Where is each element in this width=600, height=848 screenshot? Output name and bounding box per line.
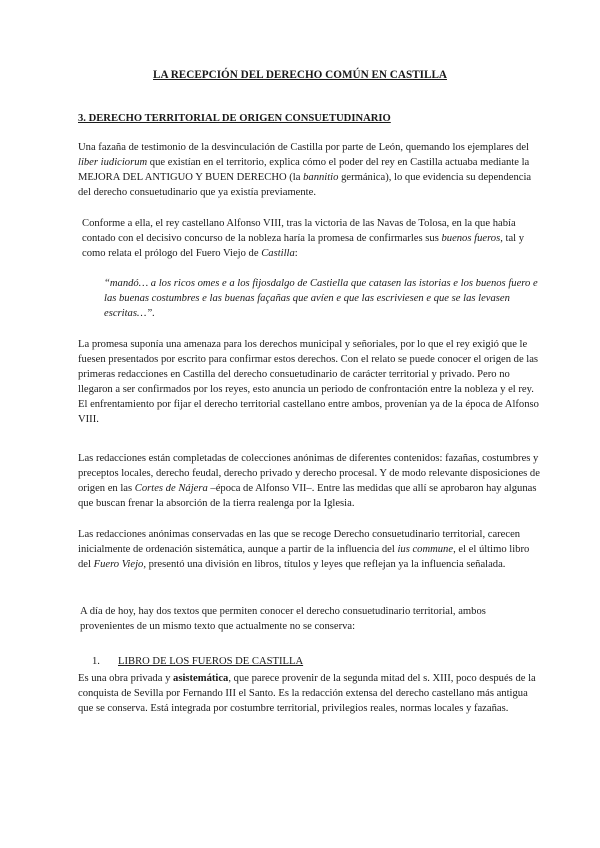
- p1-italic-liber: liber iudiciorum: [78, 157, 148, 168]
- paragraph-7: [78, 671, 540, 716]
- p4-text-c: –época de Alfonso VII–. Entre las medidas que allí se aprobaron hay algunas que buscan frenar la absorción de la tierra realenga por la Iglesia.: [78, 483, 537, 509]
- list-heading-label: LIBRO DE LOS FUEROS DE CASTILLA: [118, 656, 304, 667]
- p5-text-c: , el el último libro del: [78, 544, 530, 570]
- p7-bold-asistematica: asistemática: [173, 673, 229, 684]
- paragraph-4: [78, 451, 540, 511]
- list-number: 1.: [92, 656, 100, 667]
- paragraph-5: [78, 527, 540, 572]
- p1-text-a: Una fazaña de testimonio de la desvinculación de Castilla por parte de León, quemando los ejemplares del: [78, 142, 529, 153]
- p2-text-c: , tal y como relata el prólogo del Fuero Viejo de: [82, 233, 525, 259]
- p5-italic-fuero-viejo: Fuero Viejo: [93, 559, 144, 570]
- p4-italic-cortes: Cortes de Nájera: [134, 483, 208, 494]
- p4-text-a: Las redacciones están completadas de colecciones anónimas de diferentes contenidos: fazañas, costumbres y preceptos locales, derecho feudal, derecho privado y derecho procesal. Y de modo relevante disposiciones de origen en las: [78, 453, 540, 494]
- list-heading: [92, 654, 303, 669]
- p1-text-e: germánica), lo que evidencia su dependencia del derecho consuetudinario que ya existía previamente.: [78, 172, 532, 198]
- paragraph-1: [78, 140, 540, 200]
- p2-italic-castilla: Castilla: [261, 248, 295, 259]
- p1-italic-bannitio: bannitio: [303, 172, 339, 183]
- paragraph-3: La promesa suponía una amenaza para los derechos municipal y señoriales, por lo que el rey exigió que le fuesen presentados por escrito para confirmar estos derechos. Con el relato se puede conocer el origen de las primeras redacciones en Castilla del derecho consuetudinario de carácter territorial y privado. Pero no llegaron a ser confirmados por los reyes, esto anuncia un periodo de confrontación entre la nobleza y el rey. El enfrentamiento por fijar el derecho territorial castellano entre ambos, provenían ya de la época de Alfonso VIII.: [78, 339, 539, 425]
- p1-text-c: que existían en el territorio, explica cómo el poder del rey en Castilla actuaba mediante la MEJORA DEL ANTIGUO Y BUEN DERECHO (la: [78, 157, 530, 183]
- p2-text-a: Conforme a ella, el rey castellano Alfonso VIII, tras la victoria de las Navas de Tolosa, en la que había contado con el decisivo concurso de la nobleza haría la promesa de confirmarles sus: [82, 218, 516, 244]
- p5-italic-ius-commune: ius commune: [397, 544, 454, 555]
- document-title: LA RECEPCIÓN DEL DERECHO COMÚN EN CASTILLA: [152, 69, 448, 81]
- block-quote: “mandó… a los ricos omes e a los fijosdalgo de Castiella que catasen las istorias e los buenos fuero e las buenas costumbres e las buenas façañas que avíen e que las escriviesen e que se las levasen escritas…”.: [104, 278, 538, 319]
- section-heading: 3. DERECHO TERRITORIAL DE ORIGEN CONSUETUDINARIO: [78, 113, 391, 124]
- p5-text-a: Las redacciones anónimas conservadas en las que se recoge Derecho consuetudinario territorial, carecen inicialmente de ordenación sistemática, aunque a partir de la influencia del: [78, 529, 521, 555]
- p2-text-e: :: [294, 248, 298, 259]
- paragraph-2: [82, 216, 542, 261]
- paragraph-6: A día de hoy, hay dos textos que permiten conocer el derecho consuetudinario territorial, ambos provenientes de un mismo texto que actualmente no se conserva:: [80, 606, 486, 632]
- p7-text-a: Es una obra privada y: [78, 673, 174, 684]
- p5-text-e: , presentó una división en libros, títulos y leyes que reflejan ya la influencia señalada.: [143, 559, 506, 570]
- p7-text-c: , que parece provenir de la segunda mitad del s. XIII, poco después de la conquista de Sevilla por Fernando III el Santo. Es la redacción extensa del derecho castellano más antigua que se conserva. Está integrada por costumbre territorial, privilegios reales, normas locales y fazañas.: [78, 673, 536, 714]
- p2-italic-buenos-fueros: buenos fueros: [441, 233, 501, 244]
